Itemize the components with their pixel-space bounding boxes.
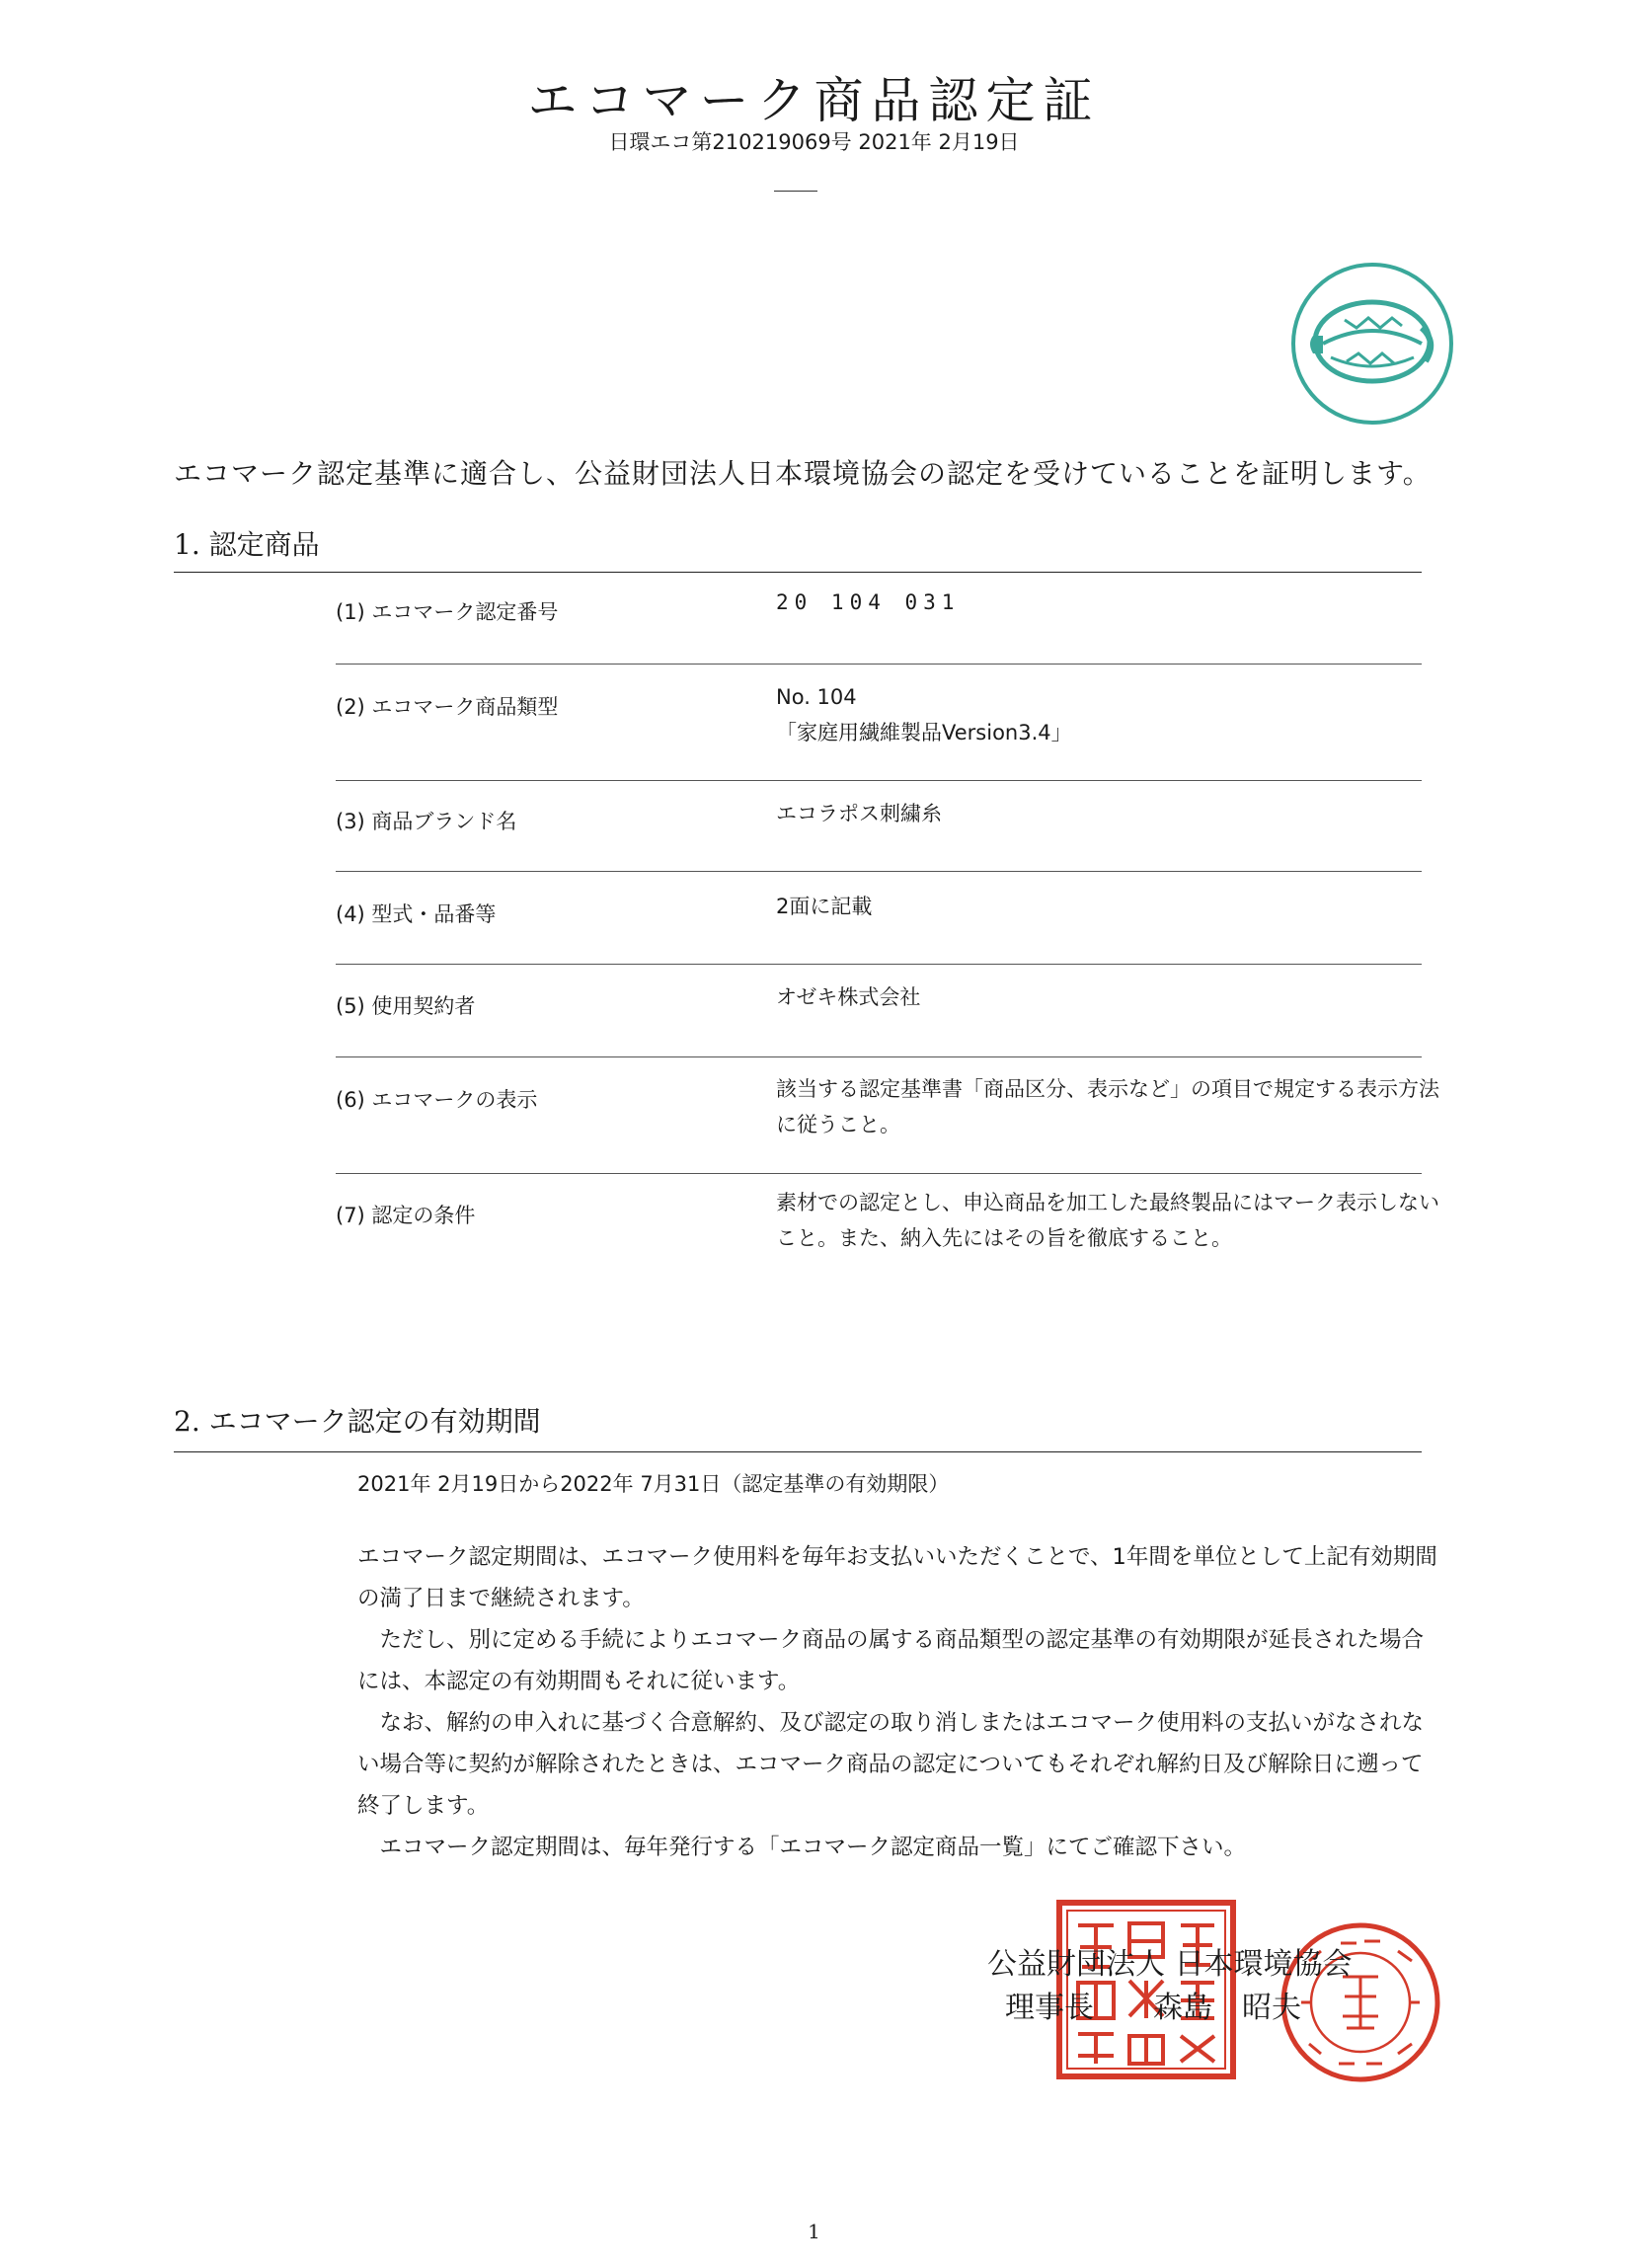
value-cert-number: 20 104 031 (776, 590, 961, 614)
page-number: 1 (808, 2220, 820, 2243)
row-divider (336, 1173, 1422, 1174)
section2-rule (174, 1451, 1422, 1452)
label-conditions: (7) 認定の条件 (336, 1204, 476, 1227)
row-divider (336, 964, 1422, 965)
section2-heading: 2. エコマーク認定の有効期間 (174, 1405, 541, 1438)
row-divider (336, 664, 1422, 665)
note-paragraph: なお、解約の申入れに基づく合意解約、及び認定の取り消しまたはエコマーク使用料の支払いがなされない場合等に契約が解除されたときは、エコマーク商品の認定についてもそれぞれ解約日及び解除日に遡って終了します。 (357, 1710, 1425, 1819)
ecomark-logo-icon (1287, 259, 1457, 429)
title-divider (774, 191, 817, 192)
label-contractor: (5) 使用契約者 (336, 994, 476, 1018)
label-model-number: (4) 型式・品番等 (336, 902, 497, 926)
validity-period: 2021年 2月19日から2022年 7月31日（認定基準の有効期限） (357, 1472, 950, 1496)
section1-heading: 1. 認定商品 (174, 528, 320, 561)
row-divider (336, 780, 1422, 781)
validity-notes (357, 1536, 1443, 1868)
value-brand-name: エコラポス刺繍糸 (776, 802, 942, 825)
label-brand-name: (3) 商品ブランド名 (336, 810, 517, 833)
label-product-category: (2) エコマーク商品類型 (336, 695, 559, 719)
issuer-representative: 理事長 森島 昭夫 (1005, 1991, 1301, 2025)
intro-statement: エコマーク認定基準に適合し、公益財団法人日本環境協会の認定を受けていることを証明します。 (174, 457, 1432, 490)
value-model-number: 2面に記載 (776, 895, 873, 918)
section1-rule (174, 572, 1422, 573)
row-divider (336, 1056, 1422, 1057)
issuer-block (987, 1943, 1353, 2030)
row-divider (336, 871, 1422, 872)
value-ecomark-display: 該当する認定基準書「商品区分、表示など」の項目で規定する表示方法に従うこと。 (776, 1077, 1439, 1136)
note-paragraph: ただし、別に定める手続によりエコマーク商品の属する商品類型の認定基準の有効期限が延長された場合には、本認定の有効期間もそれに従います。 (357, 1627, 1425, 1694)
certificate-title: エコマーク商品認定証 (527, 72, 1101, 129)
value-product-category-no: No. 104 (776, 685, 857, 709)
value-contractor: オゼキ株式会社 (776, 985, 921, 1009)
note-paragraph: エコマーク認定期間は、毎年発行する「エコマーク認定商品一覧」にてご確認下さい。 (357, 1835, 1247, 1860)
issuer-organization: 公益財団法人 日本環境協会 (987, 1947, 1353, 1982)
note-paragraph: エコマーク認定期間は、エコマーク使用料を毎年お支払いいただくことで、1年間を単位として上記有効期間の満了日まで継続されます。 (357, 1544, 1437, 1611)
certificate-number-date: 日環エコ第210219069号 2021年 2月19日 (608, 130, 1020, 154)
value-product-category-name: 「家庭用繊維製品Version3.4」 (776, 721, 1072, 744)
label-cert-number: (1) エコマーク認定番号 (336, 600, 559, 624)
label-ecomark-display: (6) エコマークの表示 (336, 1088, 538, 1112)
value-conditions: 素材での認定とし、申込商品を加工した最終製品にはマーク表示しないこと。また、納入先にはその旨を徹底すること。 (776, 1191, 1439, 1250)
